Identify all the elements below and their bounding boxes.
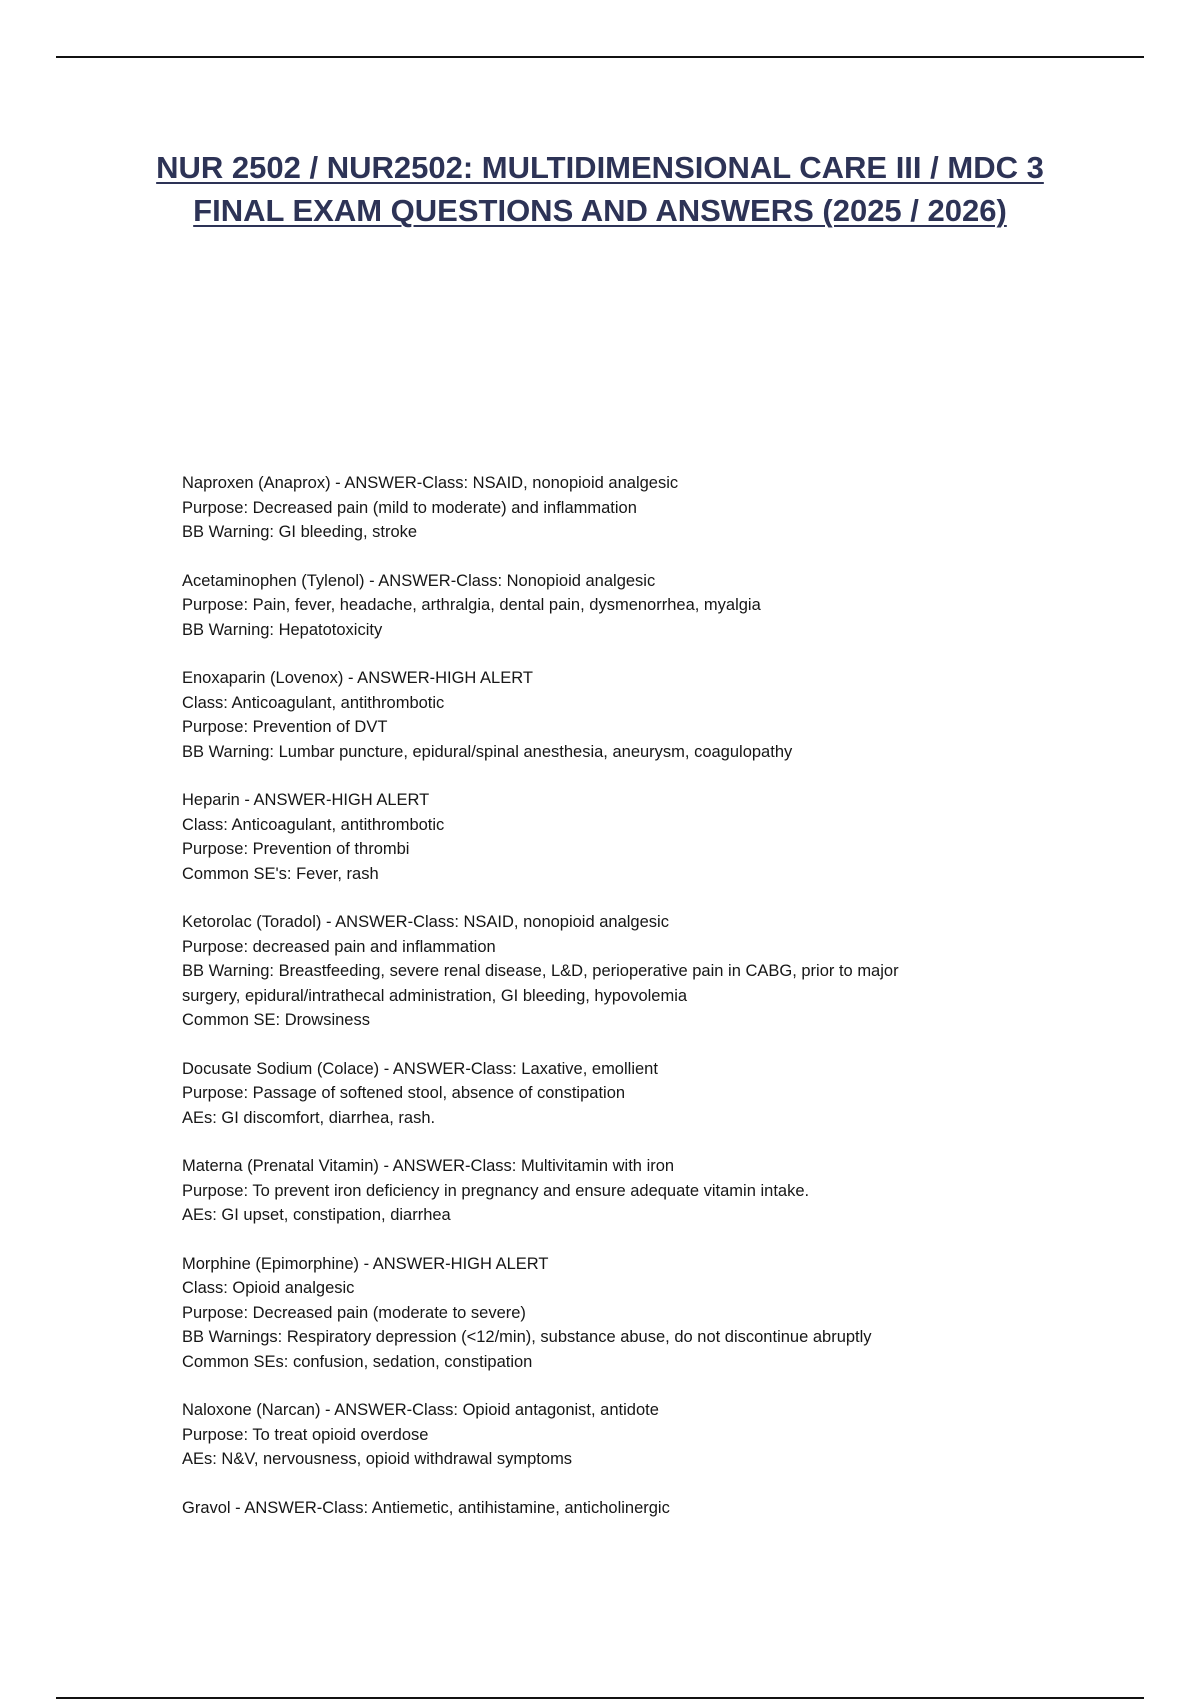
drug-entry-line: BB Warning: Lumbar puncture, epidural/spinal anesthesia, aneurysm, coagulopathy xyxy=(182,742,793,761)
drug-entry xyxy=(182,1398,1142,1472)
drug-entry-heading: Materna (Prenatal Vitamin) - ANSWER-Class: Multivitamin with iron xyxy=(182,1157,675,1175)
drug-entry-heading: Gravol - ANSWER-Class: Antiemetic, antihistamine, anticholinergic xyxy=(182,1498,670,1517)
drug-entry-heading: Acetaminophen (Tylenol) - ANSWER-Class: Nonopioid analgesic xyxy=(182,571,656,590)
drug-entry-line: Common SE's: Fever, rash xyxy=(182,864,379,883)
drug-entry-line: AEs: N&V, nervousness, opioid withdrawal symptoms xyxy=(182,1450,573,1468)
drug-entry-line: Purpose: decreased pain and inflammation xyxy=(182,937,496,956)
drug-entry xyxy=(182,666,1142,764)
drug-entry-line: Purpose: Prevention of thrombi xyxy=(182,840,410,858)
drug-entry-heading: Heparin - ANSWER-HIGH ALERT xyxy=(182,791,430,809)
drug-entry-line: Purpose: To prevent iron deficiency in pregnancy and ensure adequate vitamin intake. xyxy=(182,1181,810,1200)
top-rule xyxy=(56,56,1144,58)
drug-entry-line: Purpose: Passage of softened stool, absence of constipation xyxy=(182,1084,626,1102)
drug-entry xyxy=(182,788,1142,886)
drug-entry-line: BB Warning: Breastfeeding, severe renal disease, L&D, perioperative pain in CABG, prior to major xyxy=(182,962,899,980)
drug-entry xyxy=(182,1252,1142,1375)
drug-entry xyxy=(182,1057,1142,1131)
drug-entry-line: BB Warning: Hepatotoxicity xyxy=(182,620,383,639)
drug-entry-line: Class: Anticoagulant, antithrombotic xyxy=(182,815,445,834)
drug-entry-line: surgery, epidural/intrathecal administration, GI bleeding, hypovolemia xyxy=(182,986,688,1005)
drug-entry-line: Purpose: To treat opioid overdose xyxy=(182,1425,429,1444)
drug-entry-line: BB Warning: GI bleeding, stroke xyxy=(182,523,418,541)
drug-entry-line: Class: Opioid analgesic xyxy=(182,1279,355,1297)
drug-entry-heading: Ketorolac (Toradol) - ANSWER-Class: NSAID, nonopioid analgesic xyxy=(182,913,669,931)
drug-entry-line: Class: Anticoagulant, antithrombotic xyxy=(182,693,445,712)
drug-entry-heading: Docusate Sodium (Colace) - ANSWER-Class: Laxative, emollient xyxy=(182,1059,658,1078)
document-title: NUR 2502 / NUR2502: MULTIDIMENSIONAL CARE III / MDC 3 FINAL EXAM QUESTIONS AND ANSWERS (2025 / 2026) xyxy=(156,150,1044,228)
drug-entry-line: Purpose: Decreased pain (moderate to severe) xyxy=(182,1303,526,1322)
drug-entry-line: Purpose: Prevention of DVT xyxy=(182,718,388,736)
bottom-rule xyxy=(56,1697,1144,1699)
drug-entries-list xyxy=(182,471,1142,1544)
drug-entry xyxy=(182,1154,1142,1228)
drug-entry-line: BB Warnings: Respiratory depression (<12/min), substance abuse, do not discontinue abruptly xyxy=(182,1328,872,1346)
drug-entry-line: Purpose: Decreased pain (mild to moderate) and inflammation xyxy=(182,498,637,517)
drug-entry xyxy=(182,569,1142,643)
drug-entry-line: AEs: GI discomfort, diarrhea, rash. xyxy=(182,1108,436,1127)
drug-entry-line: Common SE: Drowsiness xyxy=(182,1011,370,1029)
drug-entry-heading: Morphine (Epimorphine) - ANSWER-HIGH ALERT xyxy=(182,1254,549,1273)
drug-entry xyxy=(182,471,1142,545)
drug-entry-heading: Naproxen (Anaprox) - ANSWER-Class: NSAID, nonopioid analgesic xyxy=(182,474,679,492)
drug-entry-heading: Naloxone (Narcan) - ANSWER-Class: Opioid antagonist, antidote xyxy=(182,1401,659,1419)
drug-entry-line: Common SEs: confusion, sedation, constipation xyxy=(182,1352,533,1371)
drug-entry-line: AEs: GI upset, constipation, diarrhea xyxy=(182,1206,451,1224)
drug-entry-line: Purpose: Pain, fever, headache, arthralgia, dental pain, dysmenorrhea, myalgia xyxy=(182,596,761,614)
drug-entry-heading: Enoxaparin (Lovenox) - ANSWER-HIGH ALERT xyxy=(182,669,533,687)
drug-entry xyxy=(182,1496,1142,1521)
drug-entry xyxy=(182,910,1142,1033)
